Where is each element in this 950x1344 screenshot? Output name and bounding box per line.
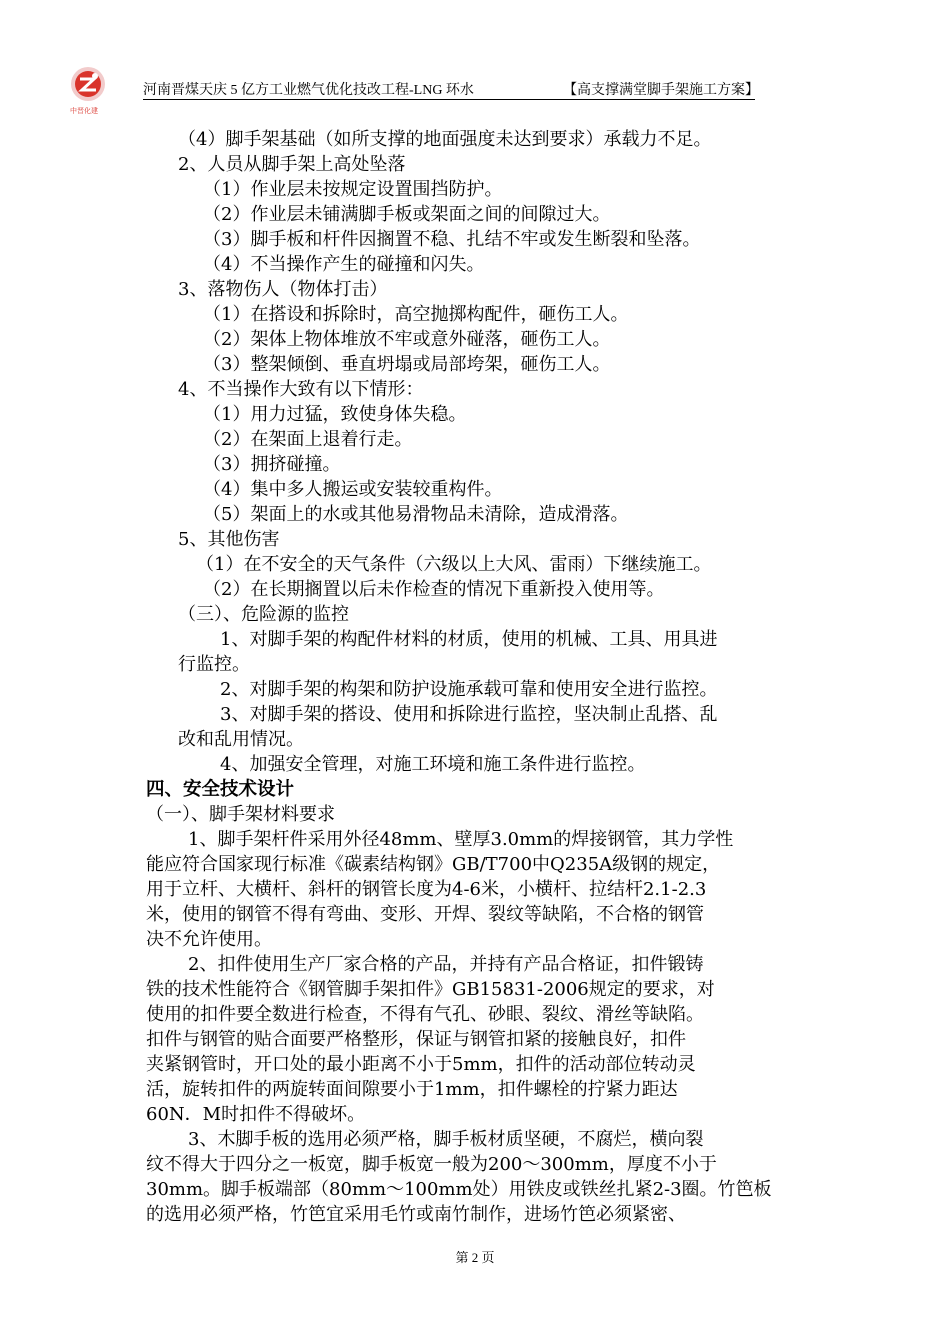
text-line: 5、其他伤害 bbox=[178, 529, 280, 550]
text-line: （2）架体上物体堆放不牢或意外碰落，砸伤工人。 bbox=[203, 329, 611, 350]
text-line: （2）作业层未铺满脚手板或架面之间的间隙过大。 bbox=[203, 204, 611, 225]
company-logo bbox=[66, 64, 110, 120]
text-line: 夹紧钢管时，开口处的最小距离不小于5mm，扣件的活动部位转动灵 bbox=[146, 1054, 696, 1075]
text-line: 2、对脚手架的构架和防护设施承载可靠和使用安全进行监控。 bbox=[220, 679, 718, 700]
text-line: （4）集中多人搬运或安装较重构件。 bbox=[203, 479, 503, 500]
text-line: （3）整架倾倒、垂直坍塌或局部垮架，砸伤工人。 bbox=[203, 354, 611, 375]
text-line: （1）用力过猛，致使身体失稳。 bbox=[203, 404, 467, 425]
text-line: 2、人员从脚手架上高处坠落 bbox=[178, 154, 406, 175]
text-line: 1、脚手架杆件采用外径48mm、壁厚3.0mm的焊接钢管，其力学性 bbox=[188, 829, 734, 850]
page-number: 第 2 页 bbox=[455, 1250, 495, 1265]
text-line: （1）作业层未按规定设置围挡防护。 bbox=[203, 179, 503, 200]
text-line: 30mm。脚手板端部（80mm～100mm处）用铁皮或铁丝扎紧2-3圈。竹笆板 bbox=[146, 1179, 772, 1200]
text-line: 4、加强安全管理，对施工环境和施工条件进行监控。 bbox=[220, 754, 646, 775]
page-header bbox=[143, 77, 759, 100]
text-line: 的选用必须严格，竹笆宜采用毛竹或南竹制作，进场竹笆必须紧密、 bbox=[146, 1204, 686, 1225]
text-line: （1）在不安全的天气条件（六级以上大风、雷雨）下继续施工。 bbox=[196, 554, 712, 575]
text-line: 60N．M时扣件不得破坏。 bbox=[146, 1104, 366, 1125]
text-line: （2）在长期搁置以后未作检查的情况下重新投入使用等。 bbox=[203, 579, 665, 600]
text-line: 1、对脚手架的构配件材料的材质，使用的机械、工具、用具进 bbox=[220, 629, 718, 650]
text-line: 行监控。 bbox=[178, 654, 250, 675]
text-line: （4）不当操作产生的碰撞和闪失。 bbox=[203, 254, 485, 275]
chapter-heading: 四、安全技术设计 bbox=[146, 779, 295, 800]
text-line: 活，旋转扣件的两旋转面间隙要小于1mm，扣件螺栓的拧紧力距达 bbox=[146, 1079, 678, 1100]
text-line: 改和乱用情况。 bbox=[178, 729, 304, 750]
text-line: 扣件与钢管的贴合面要严格整形，保证与钢管扣紧的接触良好，扣件 bbox=[146, 1029, 686, 1050]
text-line: （3）拥挤碰撞。 bbox=[203, 454, 341, 475]
section-heading: （一）、脚手架材料要求 bbox=[146, 804, 335, 825]
text-line: 铁的技术性能符合《钢管脚手架扣件》GB15831-2006规定的要求，对 bbox=[146, 979, 715, 1000]
text-line: 3、木脚手板的选用必须严格，脚手板材质坚硬，不腐烂，横向裂 bbox=[188, 1129, 704, 1150]
text-line: 能应符合国家现行标准《碳素结构钢》GB/T700中Q235A级钢的规定， bbox=[146, 854, 721, 875]
text-line: 2、扣件使用生产厂家合格的产品，并持有产品合格证，扣件锻铸 bbox=[188, 954, 704, 975]
text-line: （2）在架面上退着行走。 bbox=[203, 429, 413, 450]
text-line: （3）脚手板和杆件因搁置不稳、扎结不牢或发生断裂和坠落。 bbox=[203, 229, 701, 250]
text-line: 米，使用的钢管不得有弯曲、变形、开焊、裂纹等缺陷，不合格的钢管 bbox=[146, 904, 704, 925]
text-line: 4、不当操作大致有以下情形： bbox=[178, 379, 424, 400]
text-line: 3、落物伤人（物体打击） bbox=[178, 279, 388, 300]
project-title: 河南晋煤天庆 5 亿方工业燃气优化技改工程-LNG 环水 bbox=[143, 83, 474, 98]
text-line: 用于立杆、大横杆、斜杆的钢管长度为4-6米，小横杆、拉结杆2.1-2.3 bbox=[146, 879, 707, 900]
text-line: （5）架面上的水或其他易滑物品未清除，造成滑落。 bbox=[203, 504, 629, 525]
text-line: 纹不得大于四分之一板宽，脚手板宽一般为200～300mm，厚度不小于 bbox=[146, 1154, 717, 1175]
text-line: （4）脚手架基础（如所支撑的地面强度未达到要求）承载力不足。 bbox=[178, 129, 712, 150]
document-title: 【高支撑满堂脚手架施工方案】 bbox=[563, 83, 759, 98]
text-line: （1）在搭设和拆除时，高空抛掷构配件，砸伤工人。 bbox=[203, 304, 629, 325]
logo-caption: 中晋化建 bbox=[70, 107, 98, 115]
text-line: 决不允许使用。 bbox=[146, 929, 272, 950]
text-line: 3、对脚手架的搭设、使用和拆除进行监控，坚决制止乱搭、乱 bbox=[220, 704, 718, 725]
text-line: 使用的扣件要全数进行检查，不得有气孔、砂眼、裂纹、滑丝等缺陷。 bbox=[146, 1004, 704, 1025]
section-heading: （三）、危险源的监控 bbox=[178, 604, 349, 625]
